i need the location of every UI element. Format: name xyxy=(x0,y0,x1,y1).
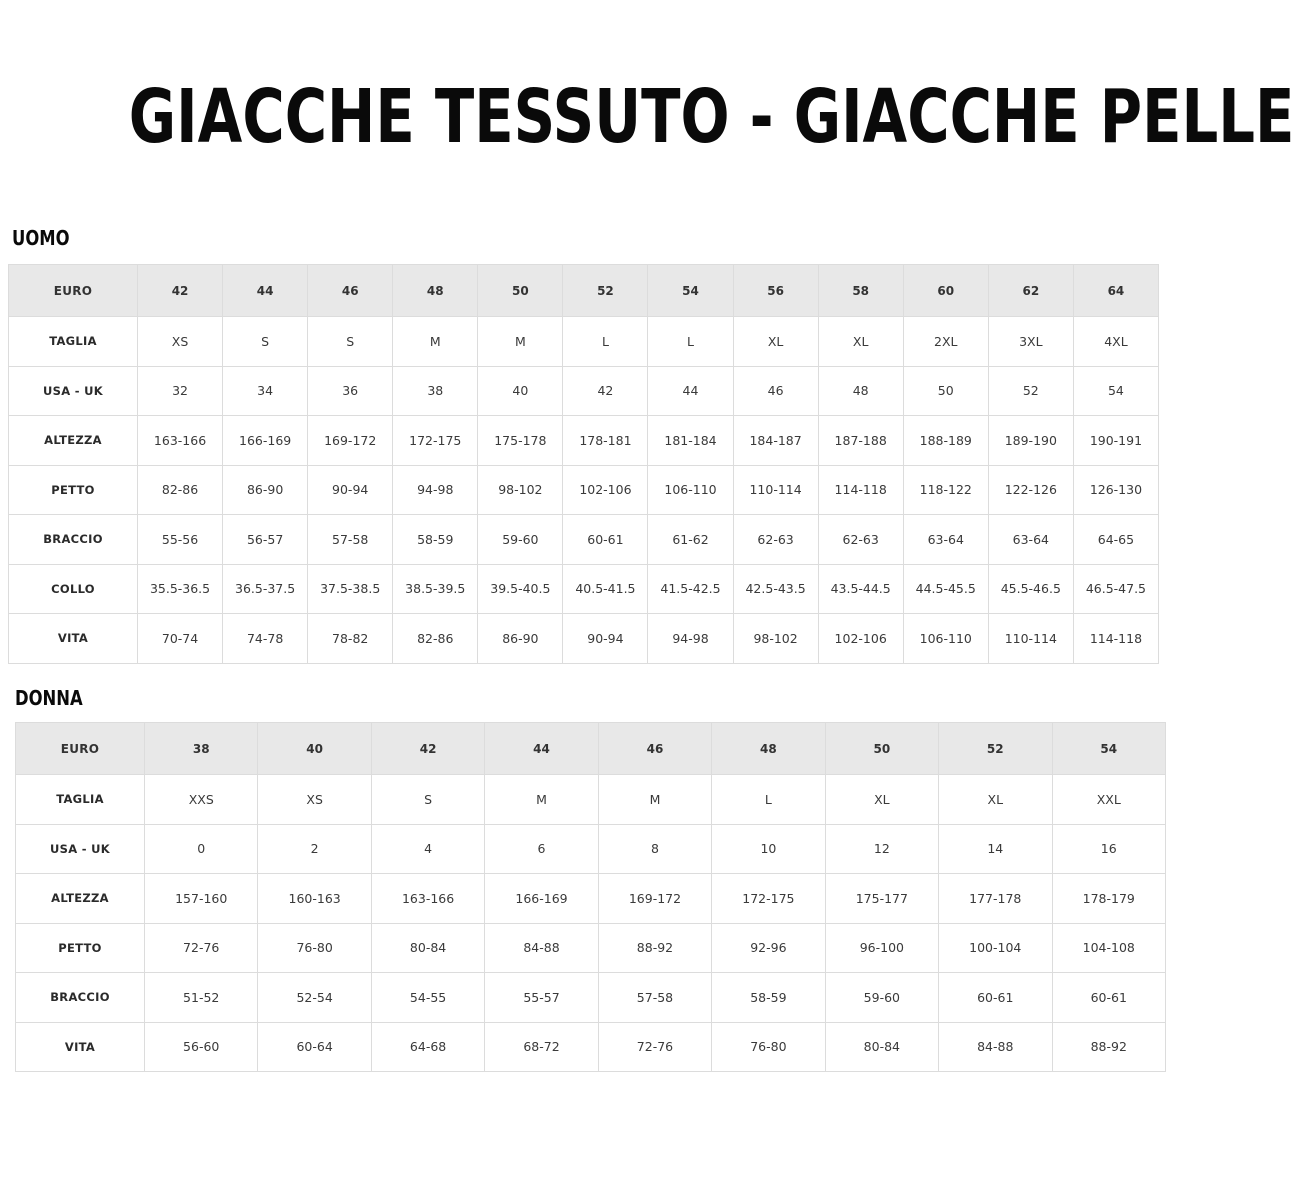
row-label: PETTO xyxy=(16,923,145,973)
table-cell: 84-88 xyxy=(485,923,598,973)
table-cell: 76-80 xyxy=(258,923,371,973)
table-row xyxy=(9,416,1159,466)
header-cell: 54 xyxy=(648,265,733,317)
table-cell: 4 xyxy=(371,824,484,874)
table-row xyxy=(9,515,1159,565)
row-label: TAGLIA xyxy=(9,317,138,367)
table-cell: 4XL xyxy=(1073,317,1158,367)
table-cell: 46.5-47.5 xyxy=(1073,564,1158,614)
table-cell: 56-57 xyxy=(223,515,308,565)
header-cell: 58 xyxy=(818,265,903,317)
table-cell: 72-76 xyxy=(598,1022,711,1072)
table-cell: 59-60 xyxy=(825,973,938,1023)
table-cell: 88-92 xyxy=(598,923,711,973)
table-cell: 190-191 xyxy=(1073,416,1158,466)
row-label: TAGLIA xyxy=(16,775,145,825)
table-cell: 86-90 xyxy=(478,614,563,664)
table-cell: 175-178 xyxy=(478,416,563,466)
table-cell: 80-84 xyxy=(825,1022,938,1072)
row-label: VITA xyxy=(16,1022,145,1072)
table-cell: 61-62 xyxy=(648,515,733,565)
row-label: EURO xyxy=(16,723,145,775)
table-cell: 55-56 xyxy=(138,515,223,565)
table-cell: 102-106 xyxy=(818,614,903,664)
table-cell: 172-175 xyxy=(712,874,825,924)
table-cell: 58-59 xyxy=(393,515,478,565)
table-cell: 82-86 xyxy=(393,614,478,664)
table-cell: 187-188 xyxy=(818,416,903,466)
table-cell: 80-84 xyxy=(371,923,484,973)
table-cell: M xyxy=(393,317,478,367)
table-cell: 2 xyxy=(258,824,371,874)
table-cell: 42.5-43.5 xyxy=(733,564,818,614)
table-row xyxy=(16,824,1166,874)
table-cell: 118-122 xyxy=(903,465,988,515)
table-cell: 102-106 xyxy=(563,465,648,515)
table-cell: 88-92 xyxy=(1052,1022,1166,1072)
table-cell: 163-166 xyxy=(371,874,484,924)
row-label: COLLO xyxy=(9,564,138,614)
table-cell: 41.5-42.5 xyxy=(648,564,733,614)
table-cell: 14 xyxy=(939,824,1052,874)
table-cell: 43.5-44.5 xyxy=(818,564,903,614)
table-cell: 52 xyxy=(988,366,1073,416)
table-cell: XXL xyxy=(1052,775,1166,825)
table-cell: 55-57 xyxy=(485,973,598,1023)
table-cell: 62-63 xyxy=(733,515,818,565)
table-cell: 100-104 xyxy=(939,923,1052,973)
header-cell: 46 xyxy=(308,265,393,317)
header-cell: 60 xyxy=(903,265,988,317)
table-cell: M xyxy=(478,317,563,367)
table-cell: 98-102 xyxy=(733,614,818,664)
table-cell: 60-61 xyxy=(563,515,648,565)
table-cell: 45.5-46.5 xyxy=(988,564,1073,614)
table-cell: 38 xyxy=(393,366,478,416)
table-cell: 63-64 xyxy=(988,515,1073,565)
table-cell: 189-190 xyxy=(988,416,1073,466)
table-row xyxy=(9,564,1159,614)
header-cell: 50 xyxy=(825,723,938,775)
table-cell: 188-189 xyxy=(903,416,988,466)
table-cell: 58-59 xyxy=(712,973,825,1023)
table-cell: S xyxy=(371,775,484,825)
table-cell: 160-163 xyxy=(258,874,371,924)
table-cell: 60-61 xyxy=(939,973,1052,1023)
header-cell: 42 xyxy=(138,265,223,317)
row-label: USA - UK xyxy=(16,824,145,874)
table-row xyxy=(9,317,1159,367)
table-row xyxy=(16,923,1166,973)
row-label: BRACCIO xyxy=(16,973,145,1023)
table-cell: 90-94 xyxy=(563,614,648,664)
table-header-row xyxy=(9,265,1159,317)
table-row xyxy=(9,614,1159,664)
table-cell: XS xyxy=(138,317,223,367)
table-cell: 8 xyxy=(598,824,711,874)
table-cell: 57-58 xyxy=(308,515,393,565)
header-cell: 48 xyxy=(712,723,825,775)
table-cell: 54-55 xyxy=(371,973,484,1023)
table-cell: 60-64 xyxy=(258,1022,371,1072)
table-cell: 82-86 xyxy=(138,465,223,515)
row-label: BRACCIO xyxy=(9,515,138,565)
table-cell: 68-72 xyxy=(485,1022,598,1072)
table-cell: L xyxy=(563,317,648,367)
table-cell: 126-130 xyxy=(1073,465,1158,515)
table-cell: 96-100 xyxy=(825,923,938,973)
table-cell: 16 xyxy=(1052,824,1166,874)
table-cell: L xyxy=(712,775,825,825)
section-label-donna: DONNA xyxy=(15,686,83,710)
table-cell: 94-98 xyxy=(648,614,733,664)
table-header-row xyxy=(16,723,1166,775)
table-cell: 42 xyxy=(563,366,648,416)
table-cell: XL xyxy=(825,775,938,825)
header-cell: 44 xyxy=(223,265,308,317)
table-cell: 76-80 xyxy=(712,1022,825,1072)
row-label: EURO xyxy=(9,265,138,317)
table-cell: 0 xyxy=(145,824,258,874)
table-cell: 178-179 xyxy=(1052,874,1166,924)
page-title: GIACCHE TESSUTO - GIACCHE PELLE xyxy=(128,74,1294,160)
table-cell: 44.5-45.5 xyxy=(903,564,988,614)
table-cell: 63-64 xyxy=(903,515,988,565)
table-cell: 106-110 xyxy=(648,465,733,515)
row-label: PETTO xyxy=(9,465,138,515)
row-label: ALTEZZA xyxy=(16,874,145,924)
table-cell: 166-169 xyxy=(223,416,308,466)
table-cell: 90-94 xyxy=(308,465,393,515)
table-cell: 178-181 xyxy=(563,416,648,466)
table-cell: 64-68 xyxy=(371,1022,484,1072)
header-cell: 54 xyxy=(1052,723,1166,775)
table-cell: 54 xyxy=(1073,366,1158,416)
header-cell: 50 xyxy=(478,265,563,317)
header-cell: 46 xyxy=(598,723,711,775)
header-cell: 52 xyxy=(939,723,1052,775)
table-cell: 163-166 xyxy=(138,416,223,466)
table-cell: 110-114 xyxy=(988,614,1073,664)
row-label: ALTEZZA xyxy=(9,416,138,466)
table-row xyxy=(16,775,1166,825)
table-cell: 46 xyxy=(733,366,818,416)
table-cell: M xyxy=(485,775,598,825)
table-cell: 166-169 xyxy=(485,874,598,924)
table-cell: 10 xyxy=(712,824,825,874)
table-cell: 59-60 xyxy=(478,515,563,565)
table-cell: XS xyxy=(258,775,371,825)
table-cell: 72-76 xyxy=(145,923,258,973)
table-cell: 2XL xyxy=(903,317,988,367)
header-cell: 38 xyxy=(145,723,258,775)
table-cell: 6 xyxy=(485,824,598,874)
table-cell: 35.5-36.5 xyxy=(138,564,223,614)
table-cell: 86-90 xyxy=(223,465,308,515)
size-table-donna xyxy=(15,722,1166,1072)
table-cell: 40 xyxy=(478,366,563,416)
table-cell: 32 xyxy=(138,366,223,416)
table-row xyxy=(16,874,1166,924)
table-cell: 60-61 xyxy=(1052,973,1166,1023)
table-cell: 122-126 xyxy=(988,465,1073,515)
table-cell: 92-96 xyxy=(712,923,825,973)
table-row xyxy=(16,973,1166,1023)
table-cell: 39.5-40.5 xyxy=(478,564,563,614)
table-cell: XL xyxy=(818,317,903,367)
table-cell: S xyxy=(223,317,308,367)
table-cell: 84-88 xyxy=(939,1022,1052,1072)
table-cell: 94-98 xyxy=(393,465,478,515)
table-cell: S xyxy=(308,317,393,367)
header-cell: 40 xyxy=(258,723,371,775)
table-cell: 48 xyxy=(818,366,903,416)
table-cell: XXS xyxy=(145,775,258,825)
table-cell: 181-184 xyxy=(648,416,733,466)
table-cell: 38.5-39.5 xyxy=(393,564,478,614)
table-cell: 57-58 xyxy=(598,973,711,1023)
table-cell: 114-118 xyxy=(818,465,903,515)
table-row xyxy=(16,1022,1166,1072)
table-cell: 37.5-38.5 xyxy=(308,564,393,614)
table-cell: 78-82 xyxy=(308,614,393,664)
header-cell: 62 xyxy=(988,265,1073,317)
section-label-uomo: UOMO xyxy=(12,226,70,250)
header-cell: 56 xyxy=(733,265,818,317)
table-cell: 52-54 xyxy=(258,973,371,1023)
header-cell: 44 xyxy=(485,723,598,775)
table-cell: 106-110 xyxy=(903,614,988,664)
row-label: VITA xyxy=(9,614,138,664)
table-cell: 175-177 xyxy=(825,874,938,924)
table-cell: 110-114 xyxy=(733,465,818,515)
table-cell: L xyxy=(648,317,733,367)
table-cell: 36.5-37.5 xyxy=(223,564,308,614)
table-cell: 114-118 xyxy=(1073,614,1158,664)
table-cell: 62-63 xyxy=(818,515,903,565)
table-row xyxy=(9,465,1159,515)
table-cell: 40.5-41.5 xyxy=(563,564,648,614)
table-cell: M xyxy=(598,775,711,825)
table-cell: 184-187 xyxy=(733,416,818,466)
table-cell: 12 xyxy=(825,824,938,874)
table-cell: 172-175 xyxy=(393,416,478,466)
table-cell: 74-78 xyxy=(223,614,308,664)
table-cell: XL xyxy=(733,317,818,367)
table-cell: XL xyxy=(939,775,1052,825)
table-cell: 64-65 xyxy=(1073,515,1158,565)
header-cell: 42 xyxy=(371,723,484,775)
table-cell: 70-74 xyxy=(138,614,223,664)
size-table-uomo xyxy=(8,264,1159,664)
table-cell: 157-160 xyxy=(145,874,258,924)
table-cell: 169-172 xyxy=(598,874,711,924)
table-cell: 50 xyxy=(903,366,988,416)
table-cell: 36 xyxy=(308,366,393,416)
table-cell: 177-178 xyxy=(939,874,1052,924)
row-label: USA - UK xyxy=(9,366,138,416)
table-cell: 34 xyxy=(223,366,308,416)
table-cell: 3XL xyxy=(988,317,1073,367)
header-cell: 52 xyxy=(563,265,648,317)
table-cell: 44 xyxy=(648,366,733,416)
table-cell: 56-60 xyxy=(145,1022,258,1072)
table-row xyxy=(9,366,1159,416)
table-cell: 104-108 xyxy=(1052,923,1166,973)
table-cell: 51-52 xyxy=(145,973,258,1023)
table-cell: 169-172 xyxy=(308,416,393,466)
table-cell: 98-102 xyxy=(478,465,563,515)
header-cell: 64 xyxy=(1073,265,1158,317)
header-cell: 48 xyxy=(393,265,478,317)
